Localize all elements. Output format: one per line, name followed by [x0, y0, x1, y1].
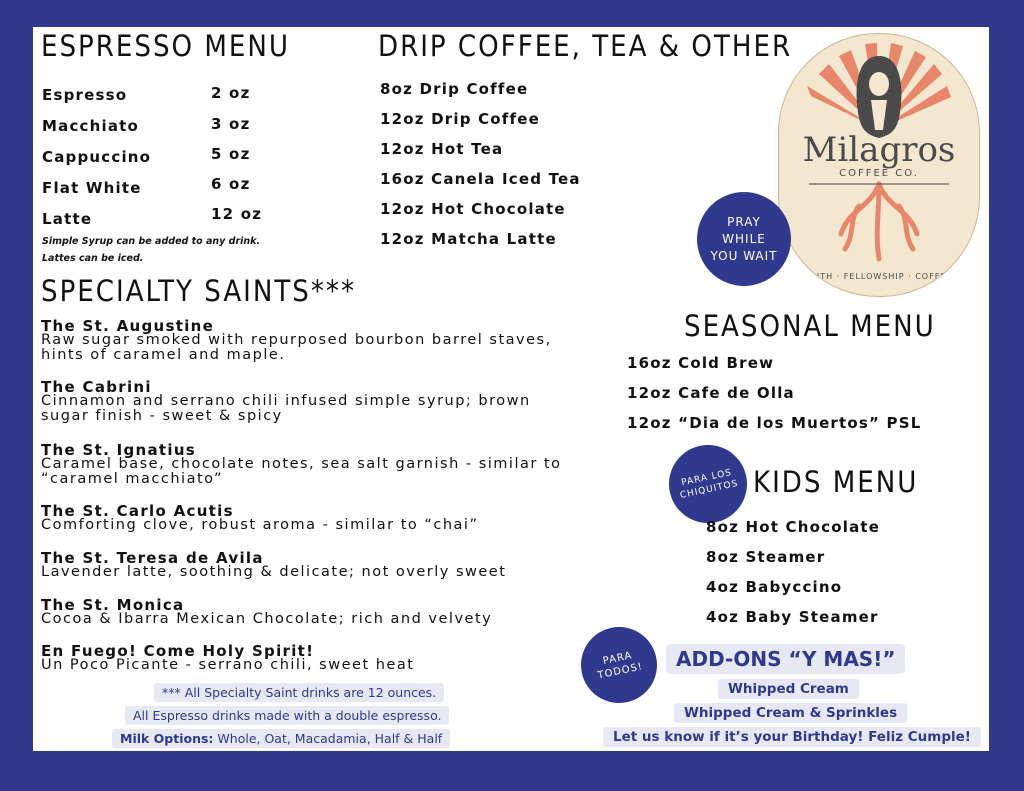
saint-name: The St. Augustine: [41, 317, 215, 335]
espresso-item-name: Flat White: [42, 179, 142, 197]
menu-card: [33, 27, 989, 751]
drip-item: 8oz Drip Coffee: [380, 80, 529, 98]
espresso-note: Simple Syrup can be added to any drink.: [42, 236, 261, 247]
saint-desc: Caramel base, chocolate notes, sea salt garnish - similar to “caramel macchiato”: [41, 456, 562, 487]
espresso-menu-heading: ESPRESSO MENU: [41, 29, 290, 63]
saint-name: En Fuego! Come Holy Spirit!: [41, 642, 315, 660]
addon-item: Whipped Cream: [718, 679, 859, 699]
drip-item: 16oz Canela Iced Tea: [380, 170, 581, 188]
seasonal-heading: SEASONAL MENU: [684, 309, 936, 343]
seasonal-item: 12oz “Dia de los Muertos” PSL: [627, 414, 922, 432]
logo-subtitle: COFFEE CO.: [839, 168, 919, 179]
espresso-item-name: Espresso: [42, 86, 128, 104]
drip-item: 12oz Hot Tea: [380, 140, 504, 158]
espresso-item-size: 2 oz: [211, 84, 251, 102]
saint-desc: Cocoa & Ibarra Mexican Chocolate; rich and velvety: [41, 611, 493, 627]
espresso-item-name: Macchiato: [42, 117, 140, 135]
seasonal-item: 12oz Cafe de Olla: [627, 384, 795, 402]
saint-name: The St. Monica: [41, 596, 185, 614]
milk-options: [112, 729, 450, 748]
kids-item: 8oz Hot Chocolate: [706, 518, 881, 536]
saint-name: The St. Carlo Acutis: [41, 502, 234, 520]
espresso-item-size: 12 oz: [211, 205, 263, 223]
drip-item: 12oz Drip Coffee: [380, 110, 540, 128]
kids-badge: PARA LOS CHIQUITOS: [662, 438, 755, 531]
saint-name: The St. Teresa de Avila: [41, 549, 264, 567]
specialty-heading: SPECIALTY SAINTS***: [41, 274, 356, 308]
milk-options-values: Whole, Oat, Macadamia, Half & Half: [217, 731, 443, 746]
saint-desc: Cinnamon and serrano chili infused simple syrup; brown sugar finish - sweet & spicy: [41, 393, 531, 424]
drip-item: 12oz Hot Chocolate: [380, 200, 566, 218]
kids-heading: KIDS MENU: [753, 465, 919, 499]
kids-item: 8oz Steamer: [706, 548, 826, 566]
saint-name: The St. Ignatius: [41, 441, 197, 459]
seasonal-item: 16oz Cold Brew: [627, 354, 775, 372]
specialty-footnote: *** All Specialty Saint drinks are 12 ounces.: [154, 683, 444, 702]
espresso-item-size: 6 oz: [211, 175, 251, 193]
logo-tagline: FAITH · FELLOWSHIP · COFFEE: [805, 272, 953, 281]
espresso-item-name: Latte: [42, 210, 93, 228]
drip-item: 12oz Matcha Latte: [380, 230, 557, 248]
addon-item: Let us know if it’s your Birthday! Feliz Cumple!: [603, 727, 981, 747]
espresso-footnote: All Espresso drinks made with a double espresso.: [125, 706, 449, 725]
saint-desc: Comforting clove, robust aroma - similar to “chai”: [41, 517, 479, 533]
pray-badge: PRAY WHILE YOU WAIT: [697, 192, 791, 286]
addon-item: Whipped Cream & Sprinkles: [674, 703, 907, 723]
milagros-logo: [778, 33, 980, 297]
kids-item: 4oz Babyccino: [706, 578, 843, 596]
logo-wordmark: Milagros: [802, 130, 956, 170]
espresso-note: Lattes can be iced.: [42, 253, 144, 264]
addons-badge: PARA TODOS!: [574, 620, 664, 710]
kids-item: 4oz Baby Steamer: [706, 608, 879, 626]
espresso-item-size: 5 oz: [211, 145, 251, 163]
milk-options-label: Milk Options:: [120, 731, 214, 746]
espresso-item-size: 3 oz: [211, 115, 251, 133]
drip-menu-heading: DRIP COFFEE, TEA & OTHER: [378, 29, 793, 63]
saint-desc: Raw sugar smoked with repurposed bourbon barrel staves, hints of caramel and maple.: [41, 332, 552, 363]
saint-desc: Un Poco Picante - serrano chili, sweet heat: [41, 657, 415, 673]
espresso-item-name: Cappuccino: [42, 148, 152, 166]
saint-desc: Lavender latte, soothing & delicate; not overly sweet: [41, 564, 507, 580]
saint-name: The Cabrini: [41, 378, 152, 396]
addons-heading: ADD-ONS “Y MAS!”: [666, 644, 905, 674]
